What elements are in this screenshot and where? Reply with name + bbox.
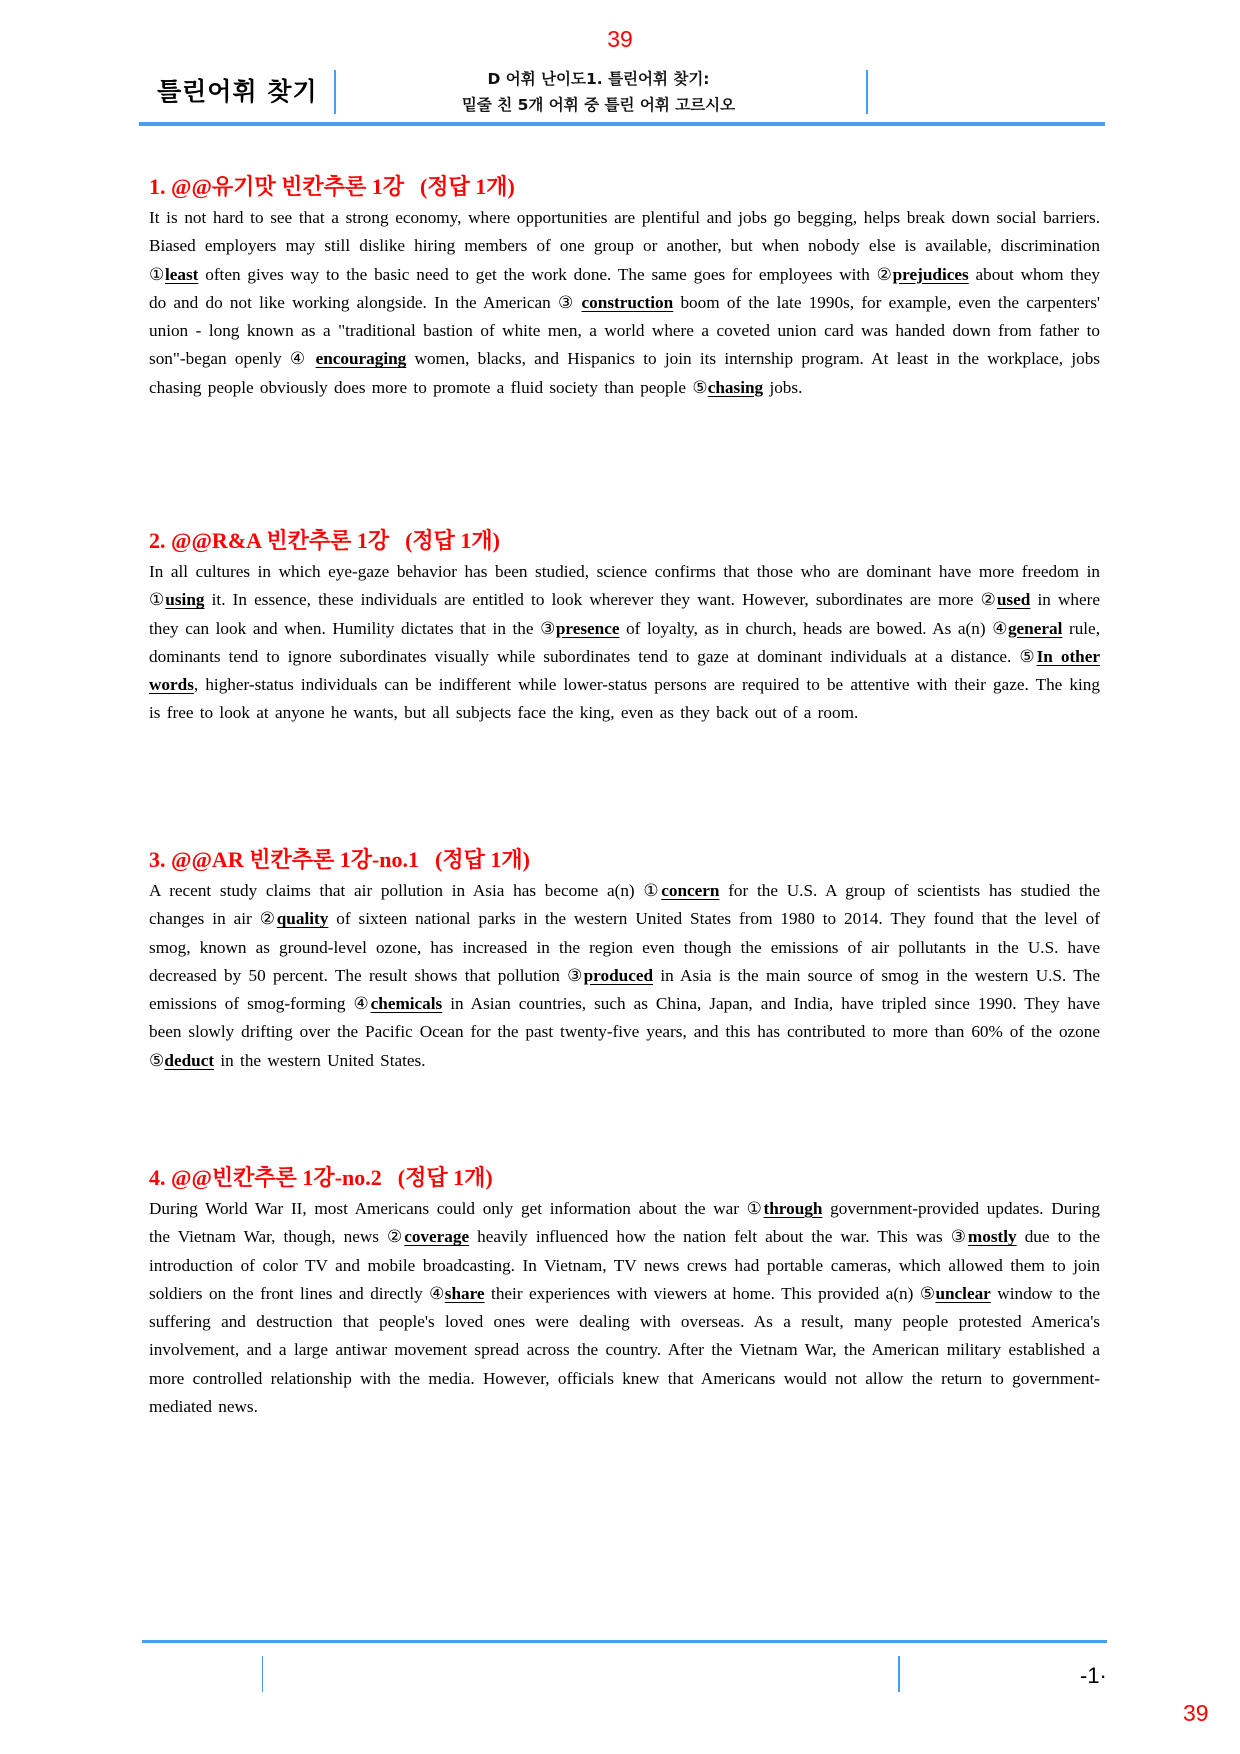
section-title-answer: (정답 1개) — [419, 174, 515, 199]
underlined-word-4: share — [444, 1283, 485, 1303]
section-title-answer: (정답 1개) — [405, 528, 500, 553]
passage-text: During World War II, most Americans could only get information about the war ① — [149, 1199, 764, 1218]
underlined-word-1: using — [165, 590, 205, 610]
passage-text: jobs. — [763, 377, 803, 397]
footer-page-number: -1· — [1080, 1663, 1107, 1688]
section-title — [149, 172, 1100, 202]
question-section-3 — [149, 845, 1100, 1075]
footer-rule — [142, 1640, 1107, 1643]
question-section-2 — [149, 526, 1100, 728]
underlined-word-5: deduct — [164, 1050, 215, 1070]
section-title-answer: (정답 1개) — [397, 1165, 493, 1190]
underlined-word-2: used — [996, 590, 1031, 610]
section-title-main: 3. @@AR 빈칸추론 1강-no.1 — [149, 847, 420, 872]
section-title-main: 2. @@R&A 빈칸추론 1강 — [149, 528, 390, 553]
header-separator-right — [866, 70, 868, 114]
passage-text: in Asian countries, such as China, Japan, and India, have tripled since 1990. They have been slowly drifting over the Pacific Ocean for the past twenty-five years, and this has contributed to more than 60% of the ozone ⑤ — [149, 994, 1100, 1070]
underlined-word-3: construction — [581, 292, 674, 312]
page-number-bottom: 39 — [1183, 1700, 1209, 1726]
underlined-word-3: produced — [583, 965, 654, 985]
underlined-word-2: prejudices — [892, 264, 969, 284]
section-title — [149, 1163, 1100, 1193]
passage-text: boom of the late 1990s, for example, even the carpenters' union - long known as a "traditional bastion of white men, a world where a coveted union card was handed down from father to son"-began openly ④ — [149, 292, 1100, 369]
footer-separator-left — [262, 1656, 263, 1692]
passage-text: heavily influenced how the nation felt about the war. This was ③ — [469, 1227, 968, 1247]
passage-text: rule, dominants tend to ignore subordinates visually while subordinates tend to gaze at dominant individuals at a distance. ⑤ — [149, 618, 1100, 666]
underlined-word-5: unclear — [935, 1283, 991, 1303]
passage-text: women, blacks, and Hispanics to join its internship program. At least in the workplace, jobs chasing people obviously does more to promote a fluid society than people ⑤ — [149, 349, 1100, 397]
question-section-1 — [149, 172, 1100, 402]
underlined-word-1: concern — [661, 881, 720, 900]
underlined-word-2: coverage — [404, 1227, 470, 1247]
section-title-answer: (정답 1개) — [435, 847, 530, 872]
passage-text: In all cultures in which eye-gaze behavior has been studied, science confirms that those who are dominant have more freedom in ① — [149, 562, 1100, 610]
header-subtitle — [336, 66, 861, 118]
header-title: 틀린어휘 찾기 — [157, 77, 318, 106]
underlined-word-1: least — [164, 264, 199, 284]
passage-text: It is not hard to see that a strong economy, where opportunities are plentiful and jobs go begging, helps break down social barriers. Biased employers may still dislike hiring members of one group or another, but when nobody else is available, discrimination ① — [149, 208, 1100, 284]
underlined-word-2: quality — [276, 909, 329, 929]
section-passage — [149, 558, 1100, 728]
section-passage — [149, 877, 1100, 1075]
passage-text: due to the introduction of color TV and mobile broadcasting. In Vietnam, TV news crews had portable cameras, which allowed them to join soldiers on the front lines and directly ④ — [149, 1227, 1101, 1303]
section-title — [149, 845, 1100, 875]
passage-text: about whom they do and do not like working alongside. In the American ③ — [149, 264, 1100, 312]
passage-text: government-provided updates. During the Vietnam War, though, news ② — [149, 1199, 1100, 1247]
passage-text: A recent study claims that air pollution in Asia has become a(n) ① — [149, 881, 662, 900]
passage-text: in the western United States. — [214, 1050, 426, 1070]
underlined-word-4: general — [1007, 618, 1063, 638]
underlined-word-3: mostly — [967, 1227, 1017, 1247]
passage-text: of loyalty, as in church, heads are bowed. As a(n) ④ — [619, 618, 1008, 638]
underlined-word-5: In other words — [149, 646, 1100, 695]
underlined-word-5: chasing — [707, 377, 764, 397]
header-rule — [139, 122, 1105, 126]
passage-text: of sixteen national parks in the western United States from 1980 to 2014. They found that the level of smog, known as ground-level ozone, has increased in the region even though the emissions of air pollutants in the U.S. have decreased by 50 percent. The result shows that pollution ③ — [149, 909, 1100, 985]
underlined-word-4: encouraging — [315, 349, 407, 369]
underlined-word-3: presence — [555, 618, 620, 638]
section-title-main: 4. @@빈칸추론 1강-no.2 — [149, 1165, 382, 1190]
passage-text: their experiences with viewers at home. This provided a(n) ⑤ — [484, 1283, 936, 1303]
passage-text: in Asia is the main source of smog in the western U.S. The emissions of smog-forming ④ — [149, 965, 1100, 1014]
passage-text: in where they can look and when. Humility dictates that in the ③ — [149, 590, 1101, 638]
section-title-main: 1. @@유기맛 빈칸추론 1강 — [149, 174, 404, 199]
header-subtitle-line2: 밑줄 친 5개 어휘 중 틀린 어휘 고르시오 — [461, 96, 736, 114]
underlined-word-1: through — [763, 1199, 823, 1218]
section-passage — [149, 204, 1100, 402]
passage-text: for the U.S. A group of scientists has studied the changes in air ② — [149, 881, 1100, 929]
section-passage — [149, 1195, 1100, 1421]
section-title — [149, 526, 1100, 556]
passage-text: , higher-status individuals can be indifferent while lower-status persons are required to be attentive with their gaze. The king is free to look at anyone he wants, but all subjects face the king, even as they back out of a room. — [149, 675, 1100, 723]
footer-separator-right — [898, 1656, 900, 1692]
header-subtitle-line1: D 어휘 난이도1. 틀린어휘 찾기: — [487, 70, 710, 88]
passage-text: often gives way to the basic need to get the work done. The same goes for employees with ② — [198, 264, 893, 284]
question-section-4 — [149, 1163, 1100, 1421]
passage-text: window to the suffering and destruction that people's loved ones were dealing with overseas. As a result, many people protested America's involvement, and a large antiwar movement spread across the country. After the Vietnam War, the American military established a more controlled relationship with the media. However, officials knew that Americans would not allow the return to government-mediated news. — [149, 1283, 1100, 1417]
passage-text: it. In essence, these individuals are entitled to look wherever they want. However, subordinates are more ② — [204, 590, 997, 610]
underlined-word-4: chemicals — [370, 994, 443, 1014]
page-number-top: 39 — [607, 26, 633, 52]
